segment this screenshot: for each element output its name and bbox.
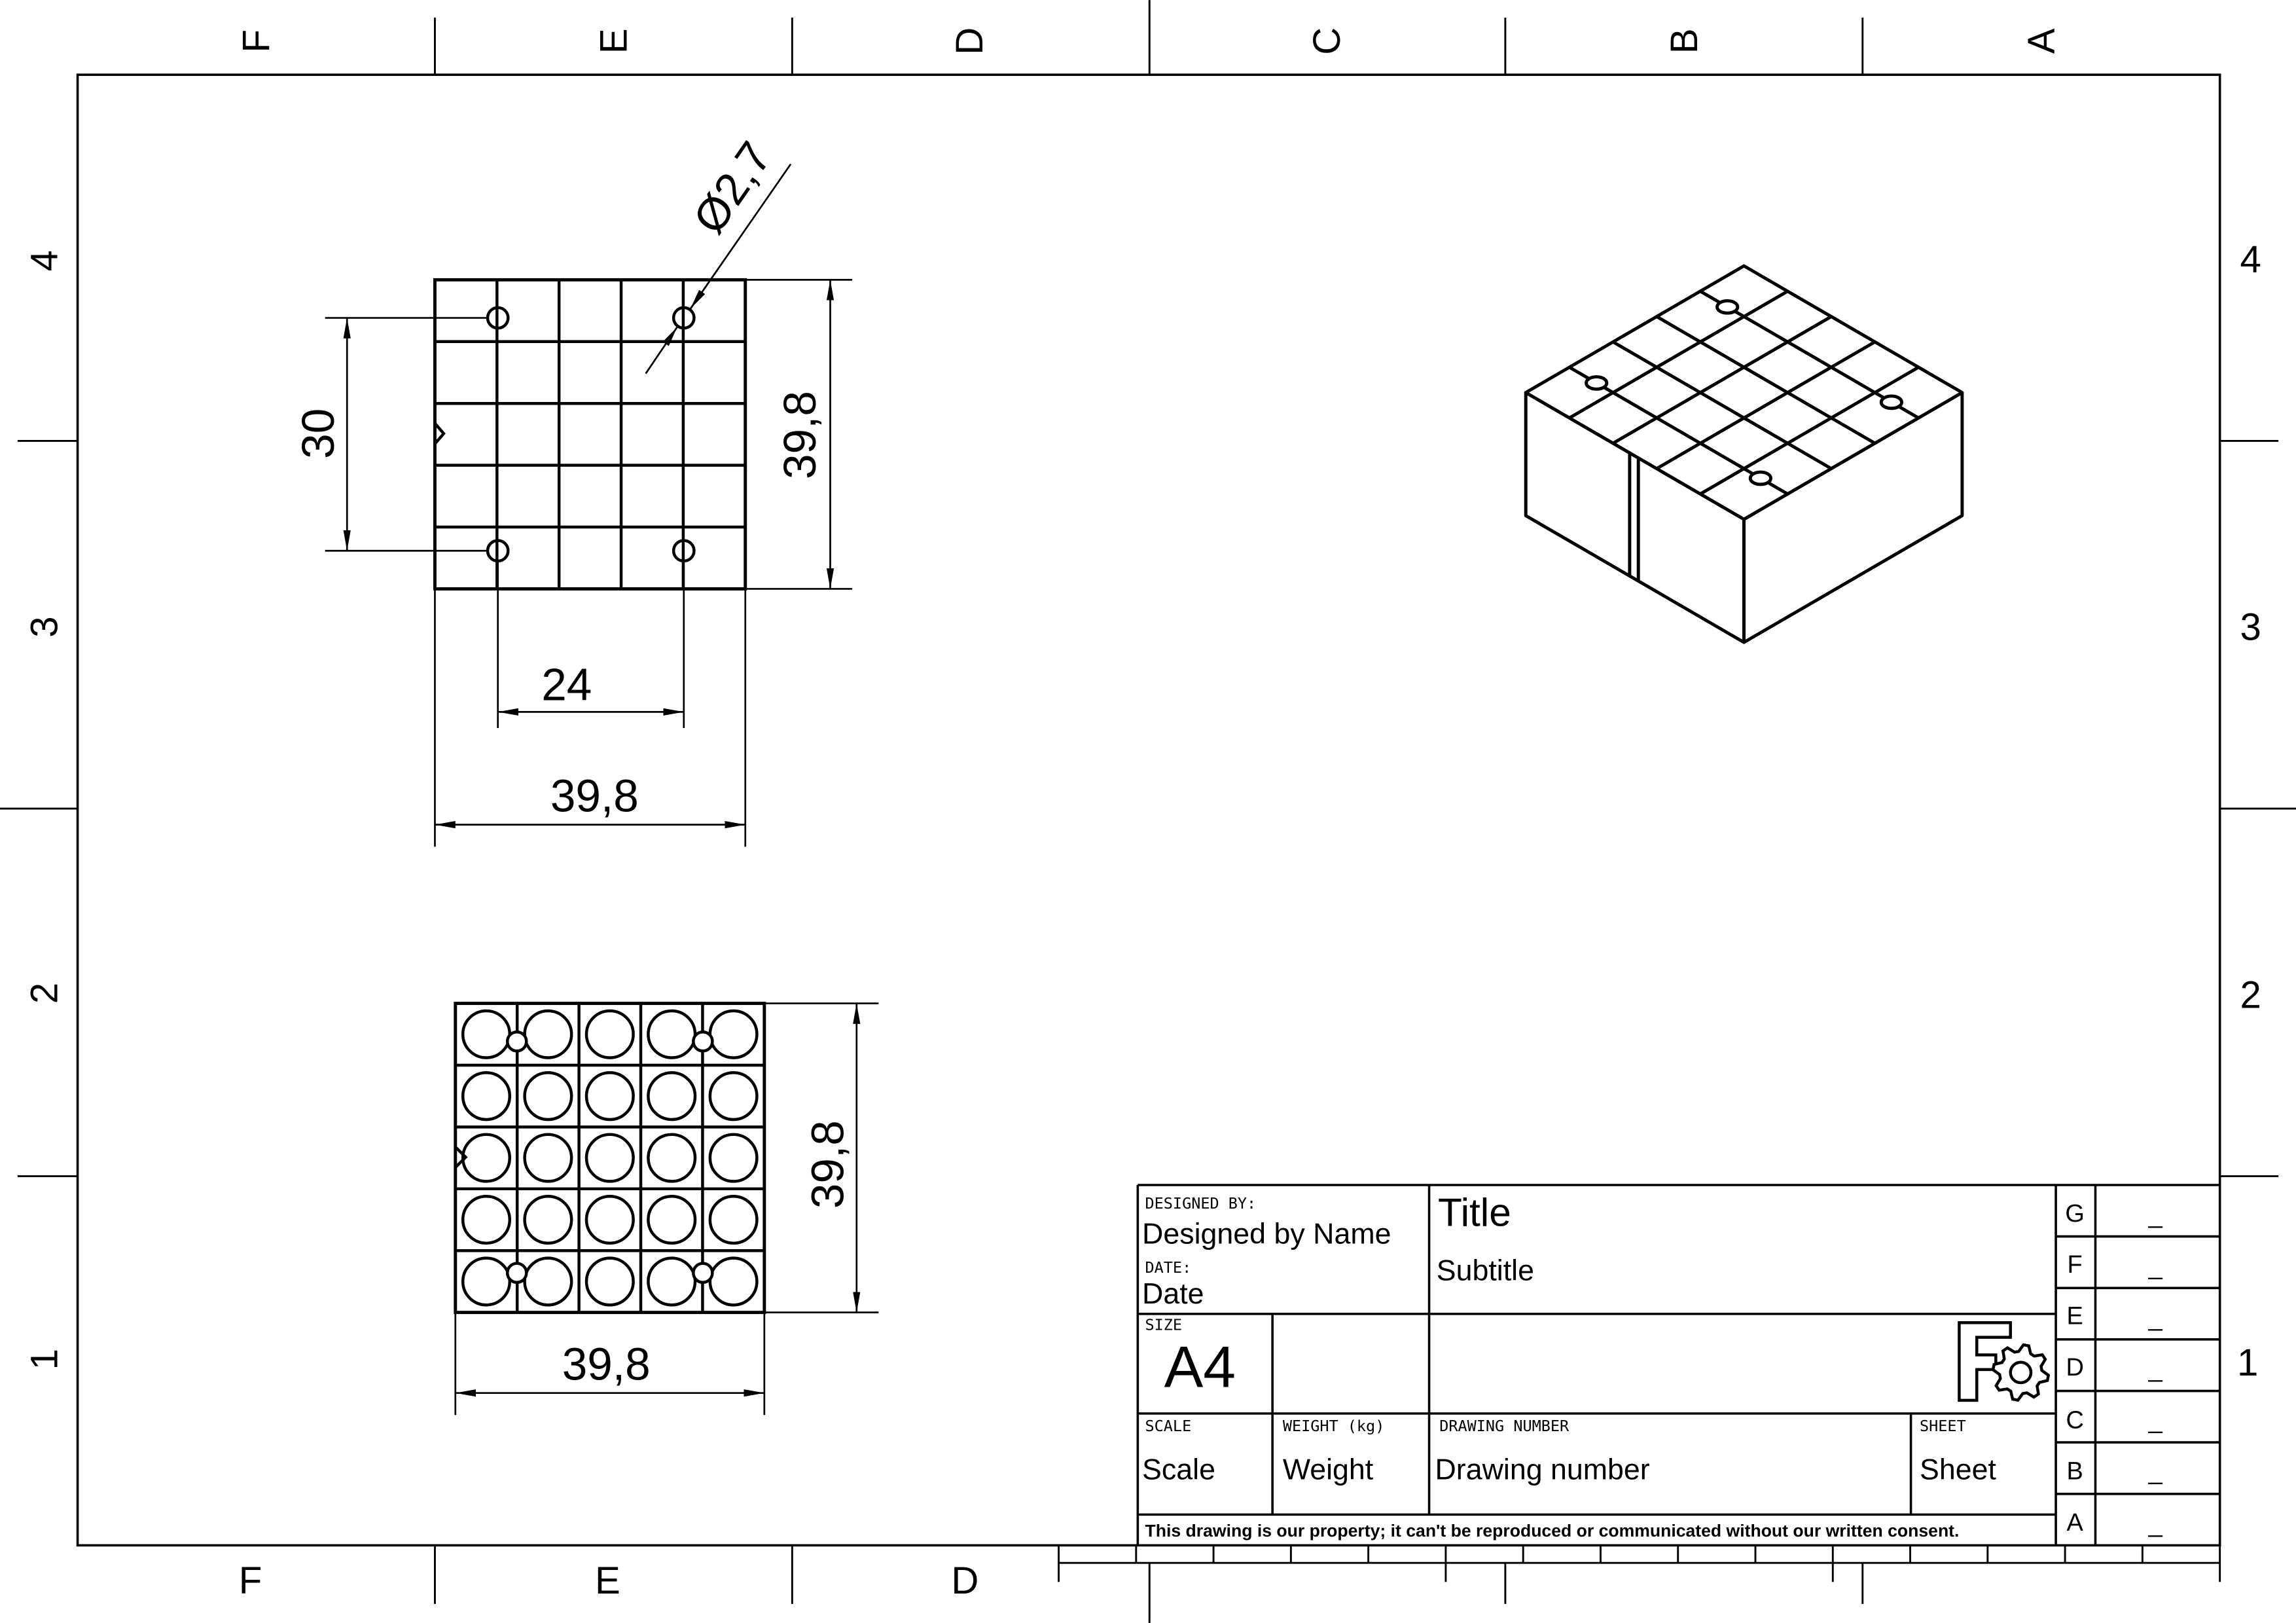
weight-value: Weight xyxy=(1282,1453,1374,1486)
zone-label-left: 4 xyxy=(23,250,66,272)
revision-letter: A xyxy=(2066,1508,2083,1537)
zone-label-left: 2 xyxy=(23,982,66,1004)
mounting-hole xyxy=(507,1032,526,1051)
mounting-hole xyxy=(507,1264,526,1283)
designed-by-value: Designed by Name xyxy=(1142,1217,1391,1250)
size-label: SIZE xyxy=(1145,1315,1183,1334)
iso-mounting-hole xyxy=(1750,472,1770,484)
revision-value: _ xyxy=(2148,1252,2162,1281)
zone-label-top: E xyxy=(592,28,636,54)
size-value: A4 xyxy=(1164,1334,1236,1400)
dim-width-text: 39,8 xyxy=(550,770,639,822)
zone-label-top: F xyxy=(235,29,278,53)
drawing-title: Title xyxy=(1437,1190,1511,1235)
revision-letter: C xyxy=(2066,1406,2084,1434)
zone-label-top: D xyxy=(948,27,992,55)
iso-mounting-hole xyxy=(1881,396,1901,409)
zone-label-bottom: F xyxy=(238,1559,262,1603)
zone-label-right: 2 xyxy=(2240,974,2261,1017)
revision-value: _ xyxy=(2148,1510,2162,1539)
revision-value: _ xyxy=(2148,1355,2162,1383)
revision-letter: E xyxy=(2066,1302,2083,1330)
drawing-number-label: DRAWING NUMBER xyxy=(1439,1416,1570,1435)
dim-vertical-spacing-text: 30 xyxy=(293,408,344,459)
scale-label: SCALE xyxy=(1145,1416,1192,1435)
date-label: DATE: xyxy=(1145,1258,1192,1277)
zone-label-left: 3 xyxy=(23,616,66,638)
dim-width-text: 39,8 xyxy=(562,1338,651,1390)
weight-label: WEIGHT (kg) xyxy=(1282,1416,1385,1435)
zone-label-top: B xyxy=(1662,28,1706,54)
revision-value: _ xyxy=(2148,1201,2162,1230)
iso-mounting-hole xyxy=(1717,301,1738,313)
designed-by-label: DESIGNED BY: xyxy=(1145,1194,1257,1213)
revision-value: _ xyxy=(2148,1304,2162,1332)
dim-height-text: 39,8 xyxy=(802,1120,853,1209)
zone-label-bottom: D xyxy=(951,1559,979,1603)
zone-label-left: 1 xyxy=(23,1349,66,1370)
scale-value: Scale xyxy=(1142,1453,1215,1486)
zone-label-bottom: E xyxy=(595,1559,620,1603)
revision-value: _ xyxy=(2148,1406,2162,1434)
zone-label-right: 3 xyxy=(2240,606,2261,649)
revision-letter: B xyxy=(2066,1457,2083,1486)
sheet-label: SHEET xyxy=(1920,1416,1966,1435)
dim-diameter-text: Ø2,7 xyxy=(683,132,781,243)
revision-letter: G xyxy=(2065,1199,2085,1228)
property-disclaimer: This drawing is our property; it can't be reproduced or communicated without our written consent. xyxy=(1145,1522,1960,1541)
zone-label-top: A xyxy=(2020,28,2063,54)
zone-label-right: 4 xyxy=(2240,238,2261,282)
sheet-value: Sheet xyxy=(1920,1453,1996,1486)
drawing-subtitle: Subtitle xyxy=(1436,1254,1534,1287)
freecad-logo-gear-hub xyxy=(2011,1362,2031,1383)
zone-label-top: C xyxy=(1306,27,1349,55)
drawing-number-value: Drawing number xyxy=(1435,1453,1650,1486)
revision-letter: F xyxy=(2067,1251,2083,1279)
date-value: Date xyxy=(1142,1277,1204,1311)
mounting-hole xyxy=(693,1264,712,1283)
iso-mounting-hole xyxy=(1587,377,1607,390)
mounting-hole xyxy=(693,1032,712,1051)
dim-height-text: 39,8 xyxy=(774,391,826,480)
dim-horizontal-spacing-text: 24 xyxy=(541,659,592,710)
revision-letter: D xyxy=(2066,1353,2084,1381)
revision-value: _ xyxy=(2148,1457,2162,1486)
zone-label-right: 1 xyxy=(2236,1341,2259,1384)
